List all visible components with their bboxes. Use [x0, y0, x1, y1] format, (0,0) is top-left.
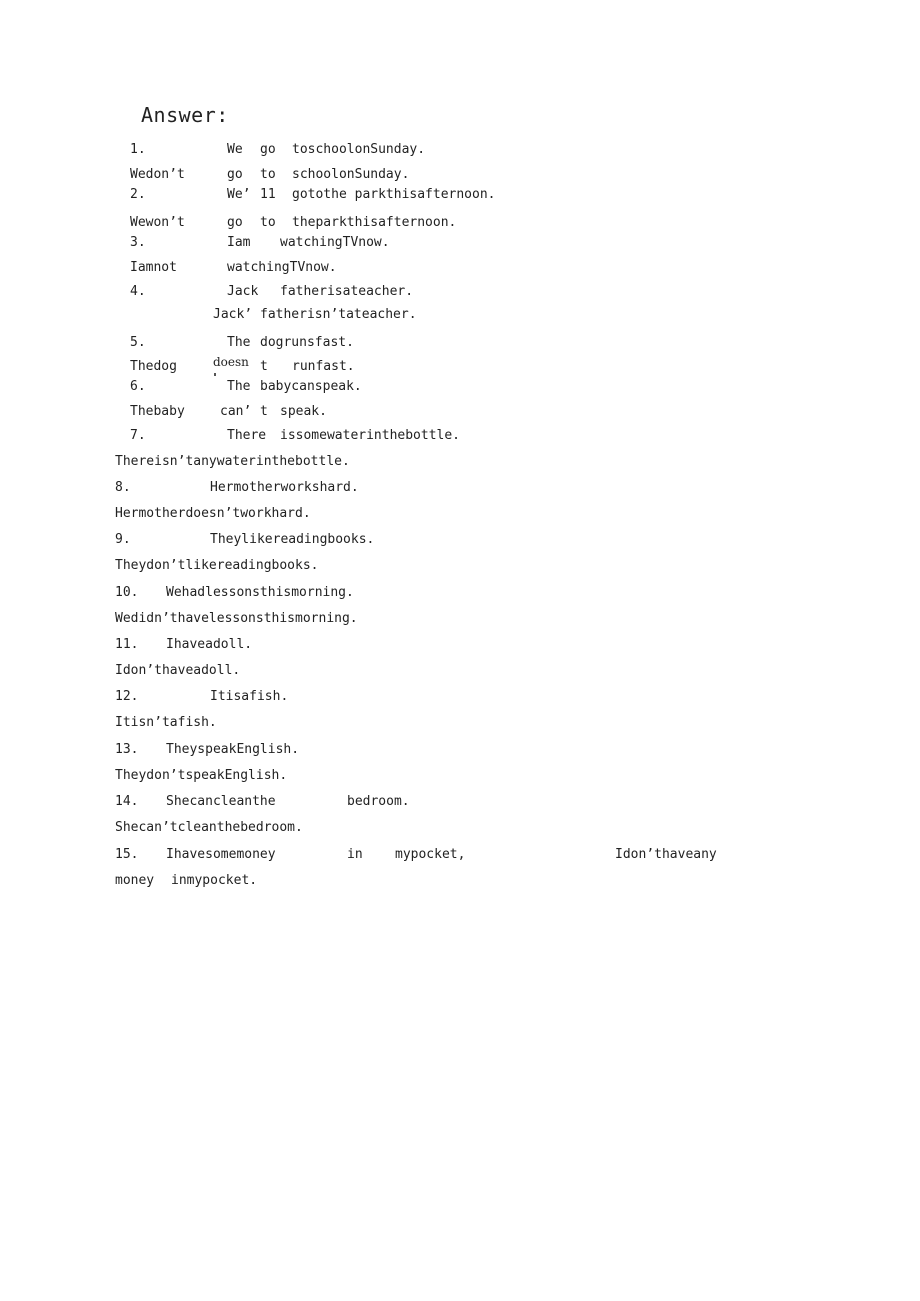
item-12-number: 12.: [115, 689, 139, 704]
item-4-negative-rest: fatherisn’tateacher.: [260, 307, 417, 322]
item-11-sentence: Ihaveadoll.: [166, 637, 253, 652]
item-14-bedroom: bedroom.: [347, 794, 410, 809]
item-5-negative-rest: runfast.: [292, 359, 355, 374]
item-14-sentence: Shecancleanthe: [166, 794, 276, 809]
item-6-article: The: [227, 379, 251, 394]
item-8-sentence: Hermotherworkshard.: [210, 480, 359, 495]
item-15-pocket: mypocket,: [395, 847, 466, 862]
item-10-sentence: Wehadlessonsthismorning.: [166, 585, 354, 600]
item-7-rest: issomewaterinthebottle.: [280, 428, 461, 443]
item-8-number: 8.: [115, 480, 131, 495]
item-9-number: 9.: [115, 532, 131, 547]
item-9-negative: Theydon’tlikereadingbooks.: [115, 558, 319, 573]
item-5-article: The: [227, 335, 251, 350]
item-14-number: 14.: [115, 794, 139, 809]
item-3-number: 3.: [130, 235, 146, 250]
item-12-sentence: Itisafish.: [210, 689, 289, 704]
item-3-subject: Iam: [227, 235, 251, 250]
item-5-negative-subject: Thedog: [130, 359, 177, 374]
item-15-sentence: Ihavesomemoney: [166, 847, 276, 862]
item-2-negative-subject: Wewon’t: [130, 215, 185, 230]
item-5-rest: dogrunsfast.: [260, 335, 354, 350]
item-3-rest: watchingTVnow.: [280, 235, 390, 250]
item-7-number: 7.: [130, 428, 146, 443]
item-11-number: 11.: [115, 637, 139, 652]
item-5-negative-t: t: [260, 359, 268, 374]
item-1-number: 1.: [130, 142, 146, 157]
item-8-negative: Hermotherdoesn’tworkhard.: [115, 506, 311, 521]
item-13-number: 13.: [115, 742, 139, 757]
item-1-negative-rest: schoolonSunday.: [292, 167, 410, 182]
item-6-negative-rest: speak.: [280, 404, 327, 419]
item-15-negative-start: Idon’thaveany: [615, 847, 717, 862]
item-11-negative: Idon’thaveadoll.: [115, 663, 241, 678]
item-6-number: 6.: [130, 379, 146, 394]
item-4-subject: Jack: [227, 284, 259, 299]
item-1-word-we: We: [227, 142, 243, 157]
item-1-negative-go: go: [227, 167, 243, 182]
item-4-negative-subject: Jack’: [213, 307, 253, 322]
item-14-negative: Shecan’tcleanthebedroom.: [115, 820, 303, 835]
item-6-negative-subject: Thebaby: [130, 404, 185, 419]
item-1-negative-subject: Wedon’t: [130, 167, 185, 182]
item-2-word-ll: 11: [260, 187, 276, 202]
item-12-negative: Itisn’tafish.: [115, 715, 217, 730]
item-2-negative-rest: theparkthisafternoon.: [292, 215, 457, 230]
item-2-number: 2.: [130, 187, 146, 202]
item-4-number: 4.: [130, 284, 146, 299]
item-3-negative-rest: watchingTVnow.: [227, 260, 337, 275]
item-15-number: 15.: [115, 847, 139, 862]
item-15-negative-rest: inmypocket.: [171, 873, 258, 888]
item-13-sentence: TheyspeakEnglish.: [166, 742, 300, 757]
item-10-number: 10.: [115, 585, 139, 600]
item-9-sentence: Theylikereadingbooks.: [210, 532, 375, 547]
item-6-negative-t: t: [260, 404, 268, 419]
item-5-number: 5.: [130, 335, 146, 350]
item-7-negative: Thereisn’tanywaterinthebottle.: [115, 454, 350, 469]
answer-heading: Answer:: [141, 103, 229, 127]
item-1-negative-to: to: [260, 167, 276, 182]
item-2-rest: gotothe parkthisafternoon.: [292, 187, 496, 202]
item-13-negative: Theydon’tspeakEnglish.: [115, 768, 288, 783]
item-5-negative-doesn: doesn: [213, 355, 249, 369]
apostrophe-mark: [214, 373, 216, 376]
item-15-in: in: [347, 847, 363, 862]
item-6-negative-can: can’: [220, 404, 252, 419]
item-1-rest: toschoolonSunday.: [292, 142, 426, 157]
item-1-word-go: go: [260, 142, 276, 157]
item-4-rest: fatherisateacher.: [280, 284, 414, 299]
item-6-rest: babycanspeak.: [260, 379, 362, 394]
item-2-negative-to: to: [260, 215, 276, 230]
item-3-negative-subject: Iamnot: [130, 260, 177, 275]
item-10-negative: Wedidn’thavelessonsthismorning.: [115, 611, 358, 626]
item-2-word-we: We’: [227, 187, 251, 202]
item-15-negative-money: money: [115, 873, 155, 888]
item-2-negative-go: go: [227, 215, 243, 230]
item-7-there: There: [227, 428, 267, 443]
